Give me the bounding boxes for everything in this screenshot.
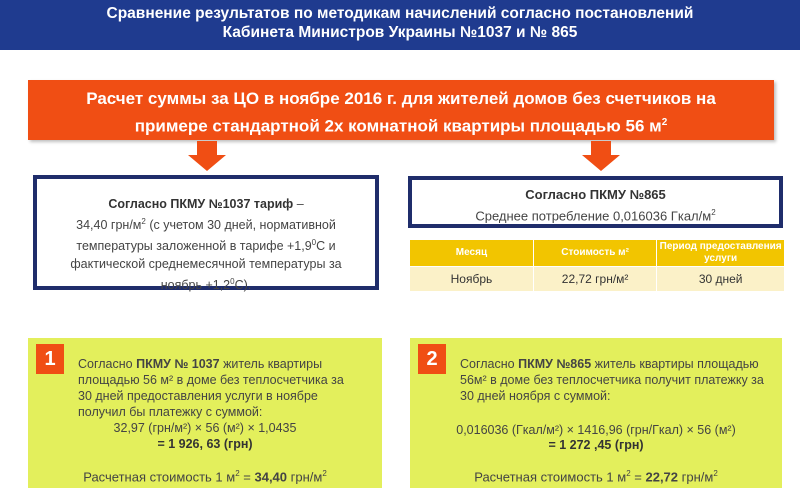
card-865-resolution: ПКМУ №865: [518, 357, 592, 371]
table-row: [410, 267, 784, 292]
card-865-l1a: Согласно: [460, 357, 519, 371]
method-1037-text3: С и: [316, 239, 336, 254]
degree-sup-2: 0: [230, 277, 235, 287]
card-1037-resolution: ПКМУ № 1037: [136, 357, 220, 371]
cell-month: Ноябрь: [410, 267, 533, 292]
card-1037-result: = 1 926, 63 (грн): [157, 437, 253, 451]
card-865-price-value: 22,72: [645, 469, 679, 485]
method-1037-line2: [49, 213, 363, 234]
method-1037-text2: температуры заложенной в тарифе +1,9: [76, 239, 312, 254]
card-1037-line3: 30 дней предоставления услуги в ноябре: [78, 389, 318, 403]
card-865-price-unit: грн/м: [678, 469, 714, 485]
card-1037-line1: [78, 356, 372, 372]
method-865-consumption: [412, 204, 779, 225]
card-number-badge: 1: [36, 344, 64, 374]
card-865-result: = 1 272 ,45 (грн): [548, 438, 644, 452]
calculation-card-865: [410, 338, 782, 488]
card-1037-price: [28, 466, 382, 485]
slide-title-line2: Кабинета Министров Украины №1037 и № 865: [222, 24, 578, 41]
column-header-month: Месяц: [410, 240, 533, 267]
card-1037-description: [78, 356, 372, 420]
column-header-cost: Стоимость м²: [533, 240, 656, 267]
card-865-l1c: житель квартиры площадью: [591, 357, 759, 371]
cell-period: 30 дней: [657, 267, 784, 292]
column-header-period: Период предоставления услуги: [657, 240, 784, 267]
card-1037-sup-b: 2: [322, 469, 327, 478]
banner-line1: Расчет суммы за ЦО в ноябре 2016 г. для жителей домов без счетчиков на: [86, 89, 716, 108]
card-865-sup-a: 2: [626, 469, 631, 478]
cell-cost: 22,72 грн/м²: [533, 267, 656, 292]
method-1037-line3: [49, 234, 363, 255]
card-1037-l1c: житель квартиры: [219, 357, 323, 371]
card-865-line2: 56м² в доме без теплосчетчика получит платежку за: [460, 373, 764, 387]
banner-sup: 2: [661, 117, 668, 128]
card-865-line3: 30 дней ноября с суммой:: [460, 389, 611, 403]
method-1037-text6: С).: [234, 278, 252, 293]
method-865-box: [408, 176, 783, 228]
card-865-price: [410, 466, 782, 485]
card-865-formula: 0,016036 (Гкал/м²) × 1416,96 (грн/Гкал) × 56 (м²): [456, 423, 736, 437]
method-1037-title-line: [49, 195, 363, 213]
card-1037-price-value: 34,40: [254, 469, 288, 485]
method-1037-text1: (с учетом 30 дней, нормативной: [145, 218, 336, 233]
slide-title: [0, 0, 800, 50]
method-1037-line4: фактической среднемесячной температуры за: [70, 257, 342, 272]
calculation-banner: [28, 80, 774, 140]
banner-line2-text: примере стандартной 2х комнатной квартиры площадью 56 м: [134, 116, 662, 136]
calculation-card-1037: [28, 338, 382, 488]
method-1037-line5: [49, 273, 363, 294]
slide-title-line1: Сравнение результатов по методикам начислений согласно постановлений: [106, 5, 694, 22]
card-865-price-eq: =: [630, 469, 646, 485]
method-1037-sup: 2: [141, 217, 146, 226]
method-1037-text5: ноябрь +1,2: [160, 278, 231, 293]
table-header-row: [410, 240, 784, 267]
tariff-table: [410, 240, 784, 291]
degree-sup-1: 0: [311, 238, 317, 248]
method-1037-tariff: 34,40 грн/м: [76, 218, 142, 233]
method-865-sup: 2: [711, 208, 716, 217]
card-1037-sup-a: 2: [235, 469, 240, 478]
card-1037-price-unit: грн/м: [287, 469, 323, 485]
card-1037-line2: площадью 56 м² в доме без теплосчетчика за: [78, 373, 344, 387]
method-865-title: Согласно ПКМУ №865: [525, 187, 666, 202]
card-1037-formula: 32,97 (грн/м²) × 56 (м²) × 1,0435: [113, 421, 297, 435]
card-865-sup-b: 2: [713, 469, 718, 478]
card-number-badge: 2: [418, 344, 446, 374]
method-865-consumption-text: Среднее потребление 0,016036 Гкал/м: [475, 208, 712, 224]
method-1037-title: Согласно ПКМУ №1037 тариф: [108, 197, 294, 211]
method-1037-box: [33, 175, 379, 293]
card-1037-line4: получил бы платежку с суммой:: [78, 405, 263, 419]
card-865-description: [460, 356, 772, 404]
card-865-line1: [460, 356, 772, 372]
card-865-price-label: Расчетная стоимость 1 м: [474, 469, 627, 485]
method-1037-dash: –: [293, 197, 304, 211]
card-1037-l1a: Согласно: [78, 357, 137, 371]
card-1037-price-label: Расчетная стоимость 1 м: [83, 469, 236, 485]
banner-line2: [28, 111, 774, 139]
card-1037-price-eq: =: [239, 469, 255, 485]
